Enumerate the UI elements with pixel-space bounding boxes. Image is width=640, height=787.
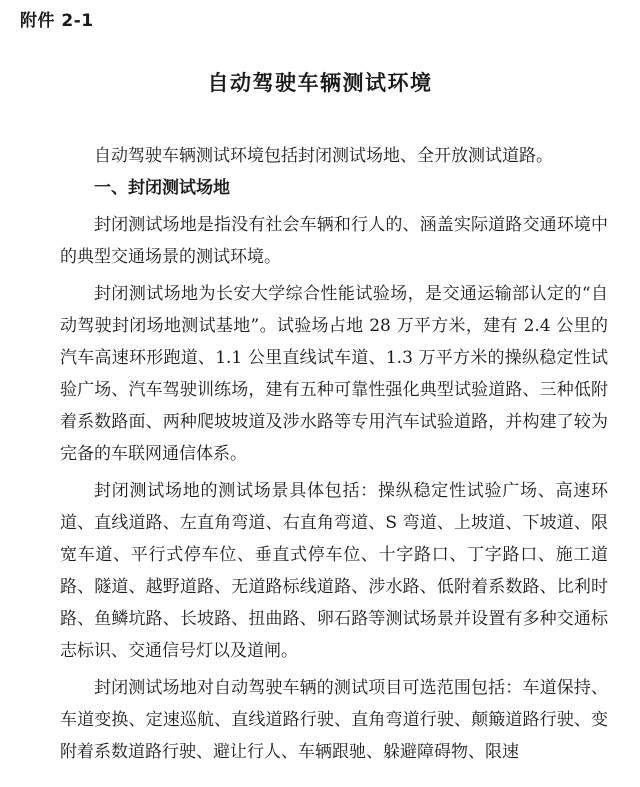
paragraph: 封闭测试场地的测试场景具体包括：操纵稳定性试验广场、高速环道、直线道路、左直角弯道、右直角弯道、S 弯道、上坡道、下坡道、限宽车道、平行式停车位、垂直式停车位、十字路口、丁字路口、施工道路、隧道、越野道路、无道路标线道路、涉水路、低附着系数路、比利时路、鱼鳞坑路、长坡路、扭曲路、卵石路等测试场景并设置有多种交通标志标识、交通信号灯以及道闸。	[60, 481, 608, 661]
paragraph: 封闭测试场地为长安大学综合性能试验场，是交通运输部认定的“自动驾驶封闭场地测试基地”。试验场占地 28 万平方米，建有 2.4 公里的汽车高速环形跑道、1.1 公里直线试车道、1.3 万平方米的操纵稳定性试验广场、汽车驾驶训练场，建有五种可靠性强化典型试验道路、三种低附着系数路面、两种爬坡坡道及涉水路等专用汽车试验道路，并构建了较为完备的车联网通信体系。	[60, 284, 608, 464]
paragraph: 封闭测试场地对自动驾驶车辆的测试项目可选范围包括：车道保持、车道变换、定速巡航、直线道路行驶、直角弯道行驶、颠簸道路行驶、变附着系数道路行驶、避让行人、车辆跟驰、躲避障碍物、限速	[60, 678, 608, 762]
document-title: 自动驾驶车辆测试环境	[207, 71, 433, 95]
intro-paragraph: 自动驾驶车辆测试环境包括封闭测试场地、全开放测试道路。	[94, 146, 553, 166]
attachment-label: 附件 2-1	[20, 11, 94, 31]
section-heading: 一、封闭测试场地	[94, 178, 230, 198]
paragraph: 封闭测试场地是指没有社会车辆和行人的、涵盖实际道路交通环境中的典型交通场景的测试环境。	[60, 215, 608, 267]
document-body	[60, 140, 608, 773]
